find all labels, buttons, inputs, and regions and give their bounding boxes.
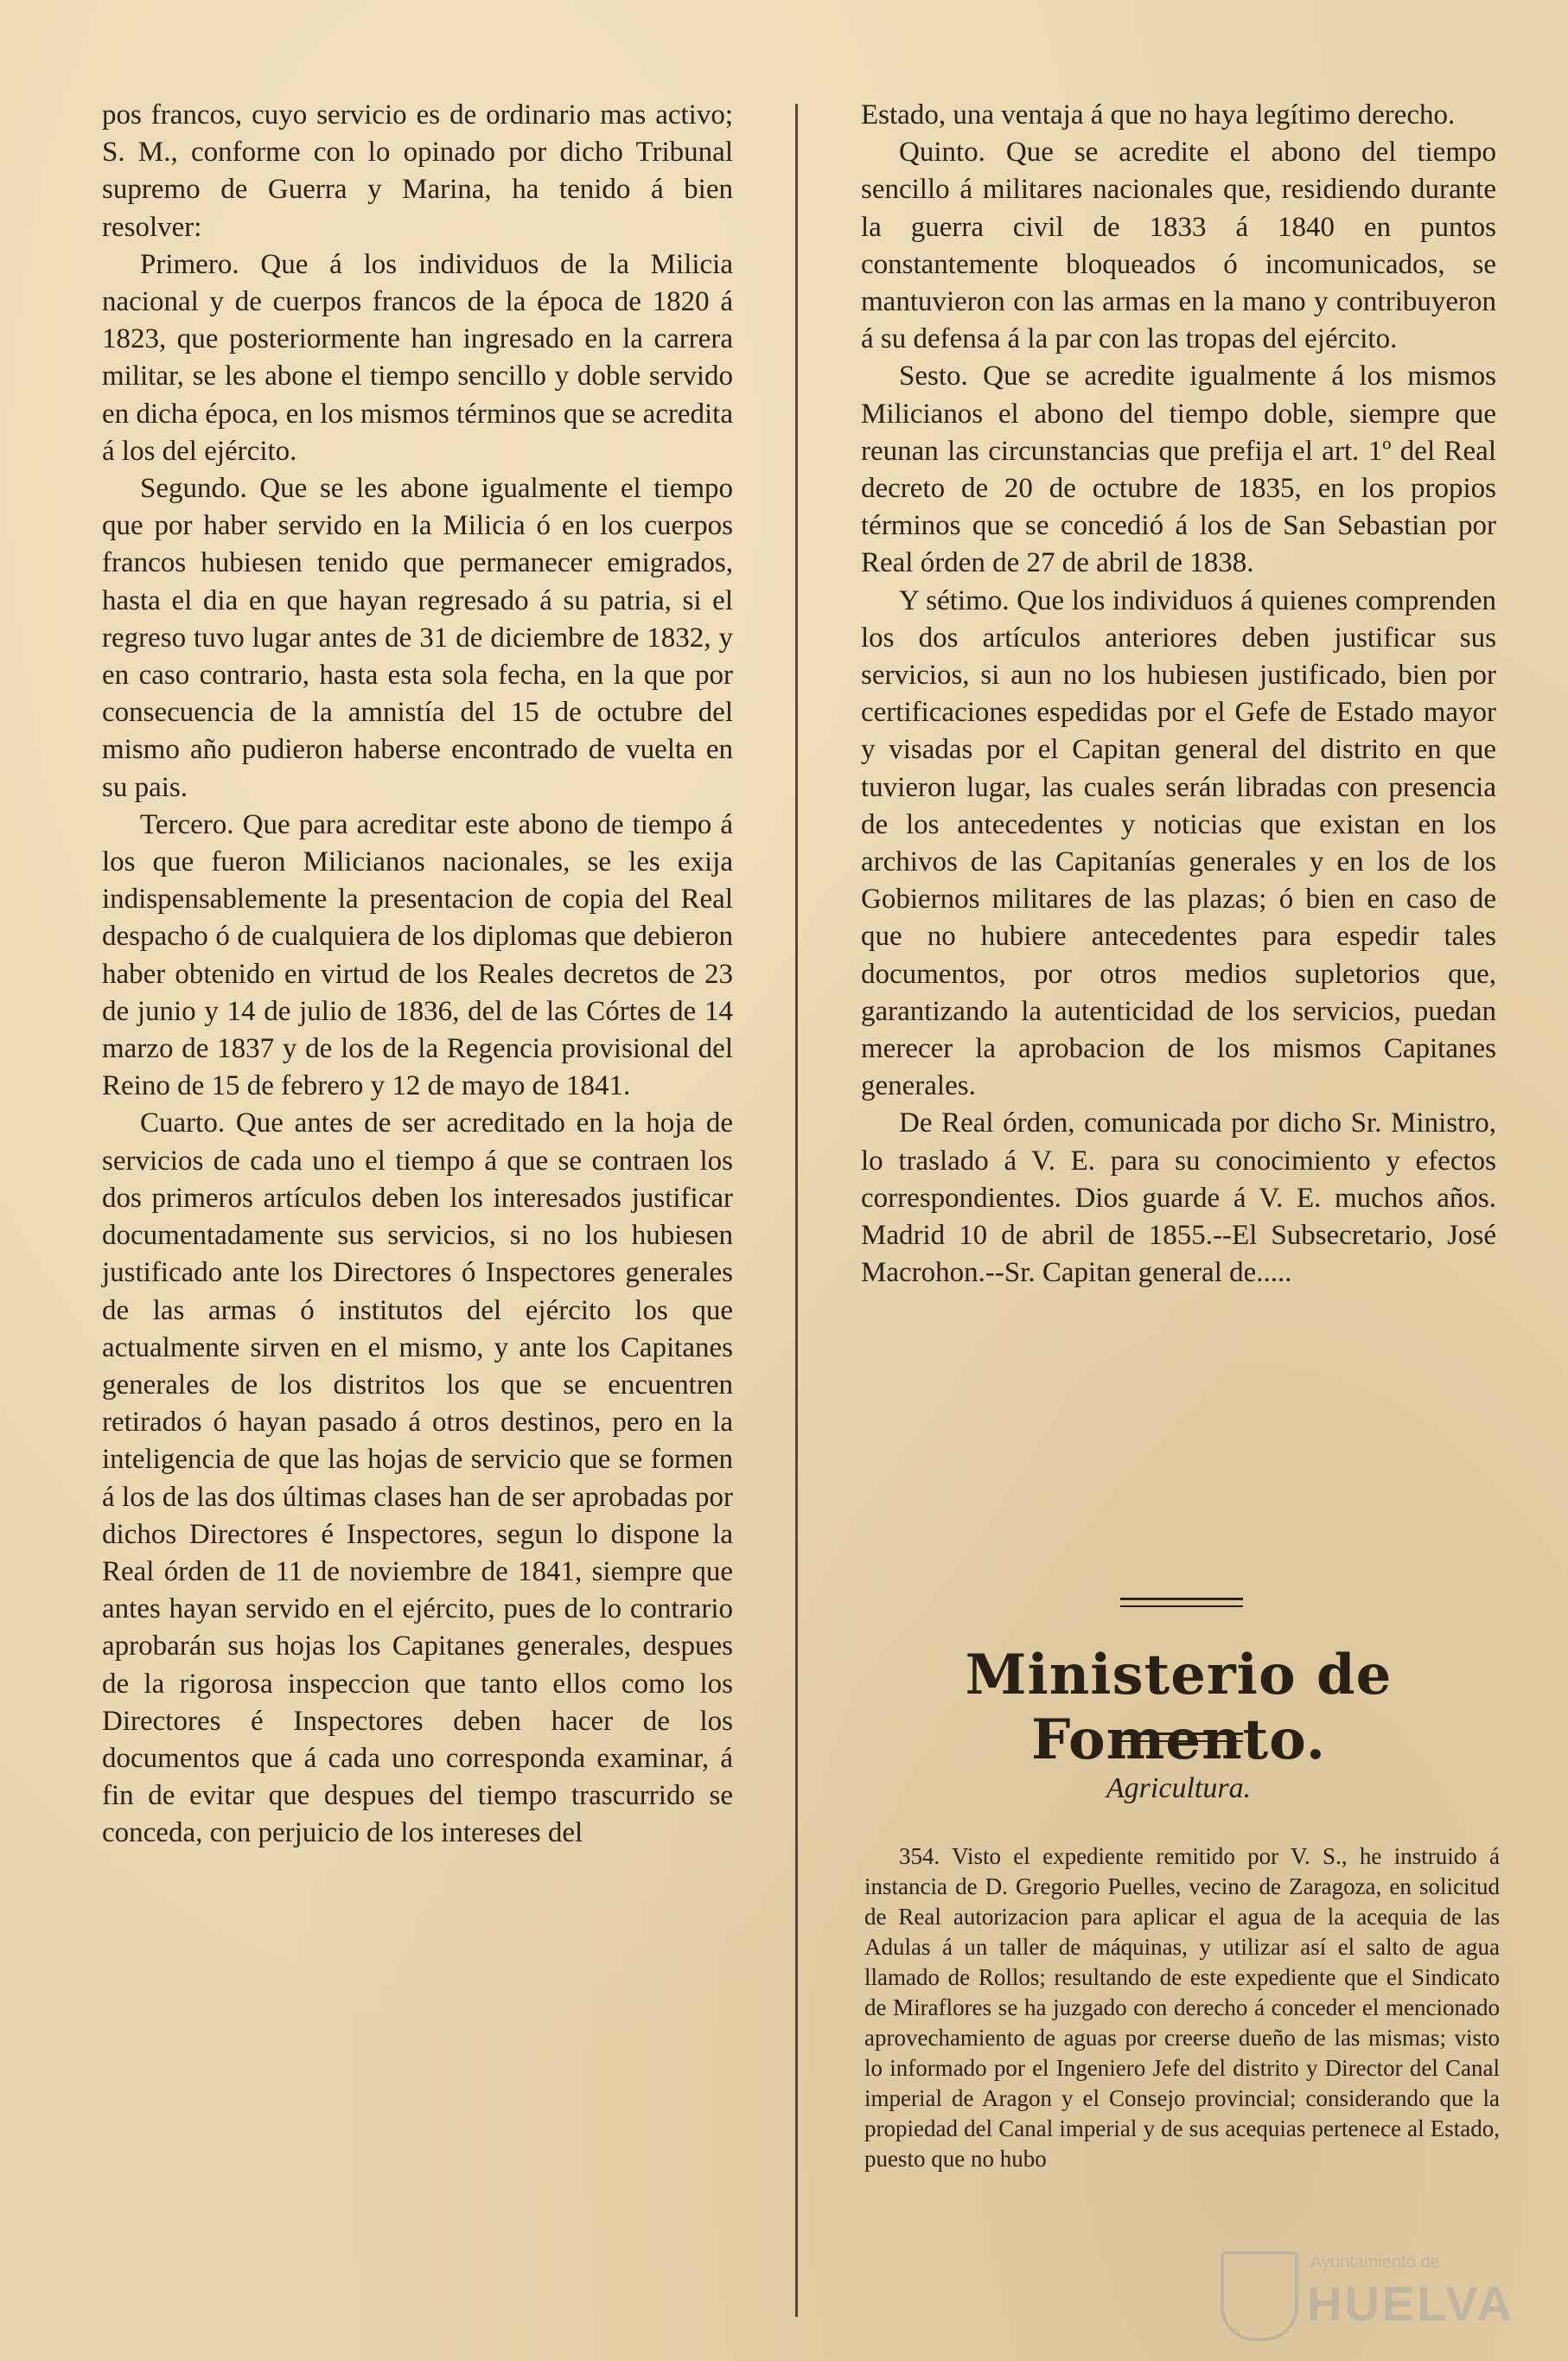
paragraph-setimo: Y sétimo. Que los individuos á quienes comprenden los dos artículos anteriores deben justificar sus servicios, si aun no los hubiesen justificado, bien por certificaciones espedidas por el Gefe de Estado mayor y visadas por el Capitan general del distrito en que tuvieron lugar, las cuales serán libradas con presencia de los antecedentes y noticias que existan en los archivos de las Capitanías generales y en los de los Gobiernos militares de las plazas; ó bien en caso de que no hubiere antecedentes para espedir tales documentos, por otros medios supletorios que, garantizando la autenticidad de los servicios, puedan merecer la aprobacion de los mismos Capitanes generales.: [861, 584, 1496, 1102]
ornamental-rule-bottom: [1120, 1732, 1243, 1742]
paragraph-cuarto: Cuarto. Que antes de ser acreditado en la hoja de servicios de cada uno el tiempo á que se contraen los dos primeros artículos deben los interesados justificar documentadamente sus servicios, si no los hubiesen justificado ante los Directores ó Inspectores generales de las armas ó institutos del ejército los que actualmente sirven en el mismo, y ante los Capitanes generales de los distritos los que se encuentren retirados ó hayan pasado á otros destinos, pero en la inteligencia de que las hojas de servicio que se formen á los de las dos últimas clases han de ser aprobadas por dichos Directores é Inspectores, segun lo dispone la Real órden de 11 de noviembre de 1841, siempre que antes hayan servido en el ejército, pues de lo contrario aprobarán sus hojas los Capitanes generales, despues de la rigorosa inspeccion que tanto ellos como los Directores é Inspectores deben hacer de los documentos que á cada uno corresponda examinar, á fin de evitar que despues del tiempo trascurrido se conceda, con perjuicio de los intereses del: [102, 1107, 733, 1849]
paragraph-continuation-right: Estado, una ventaja á que no haya legítimo derecho.: [861, 99, 1456, 131]
subsection-title: Agricultura.: [1106, 1772, 1252, 1804]
paragraph-tercero: Tercero. Que para acreditar este abono de tiempo á los que fueron Milicianos nacionales, se les exija indispensablemente la presentacion de copia del Real despacho ó de cualquiera de los diplomas que debieron haber obtenido en virtud de los Reales decretos de 23 de junio y 14 de julio de 1836, del de las Córtes de 14 marzo de 1837 y de los de la Regencia provisional del Reino de 15 de febrero y 12 de mayo de 1841.: [102, 808, 733, 1102]
paragraph-quinto: Quinto. Que se acredite el abono del tiempo sencillo á militares nacionales que, residiendo durante la guerra civil de 1833 á 1840 en puntos constantemente bloqueados ó incomunicados, se mantuvieron con las armas en la mano y contribuyeron á su defensa á la par con las tropas del ejército.: [861, 137, 1496, 355]
paragraph-354: 354. Visto el expediente remitido por V. S., he instruido á instancia de D. Gregorio Puelles, vecino de Zaragoza, en solicitud de Real autorizacion para aplicar el agua de la acequia de las Adulas á un taller de máquinas, y utilizar así el salto de agua llamado de Rollos; resultando de este expediente que el Sindicato de Miraflores se ha juzgado con derecho á conceder el mencionado aprovechamiento de aguas por creerse dueño de las mismas; visto lo informado por el Ingeniero Jefe del distrito y Director del Canal imperial de Aragon y el Consejo provincial; considerando que la propiedad del Canal imperial y de sus acequias pertenece al Estado, puesto que no hubo: [864, 1843, 1500, 2172]
right-column: [861, 97, 1496, 1292]
watermark-logo: [1221, 2246, 1514, 2341]
shield-icon: [1221, 2251, 1298, 2341]
paragraph-continuation: pos francos, cuyo servicio es de ordinario mas activo; S. M., conforme con lo opinado por dicho Tribunal supremo de Guerra y Marina, ha tenido á bien resolver:: [102, 99, 733, 243]
watermark-big-text: HUELVA: [1307, 2276, 1514, 2331]
section-title: Ministerio de Fomento.: [965, 1643, 1393, 1772]
left-column: [102, 97, 733, 1853]
watermark-small-text: Ayuntamiento de: [1310, 2253, 1440, 2272]
paragraph-segundo: Segundo. Que se les abone igualmente el tiempo que por haber servido en la Milicia ó en los cuerpos francos hubiesen tenido que permanecer emigrados, hasta el dia en que hayan regresado á su patria, si el regreso tuvo lugar antes de 31 de diciembre de 1832, y en caso contrario, hasta esta sola fecha, en la que por consecuencia de la amnistía del 15 de octubre del mismo año pudieron haberse encontrado de vuelta en su pais.: [102, 473, 733, 803]
ornamental-rule-top: [1120, 1598, 1243, 1607]
decree-text: [864, 1841, 1500, 2174]
paragraph-closing: De Real órden, comunicada por dicho Sr. Ministro, lo traslado á V. E. para su conocimiento y efectos correspondientes. Dios guarde á V. E. muchos años. Madrid 10 de abril de 1855.--El Subsecretario, José Macrohon.--Sr. Capitan general de.....: [861, 1107, 1496, 1289]
paragraph-sesto: Sesto. Que se acredite igualmente á los mismos Milicianos el abono del tiempo doble, siempre que reunan las circunstancias que prefija el art. 1º del Real decreto de 20 de octubre de 1835, en los propios términos que se concedió á los de San Sebastian por Real órden de 27 de abril de 1838.: [861, 361, 1496, 579]
column-divider: [795, 104, 798, 2317]
paragraph-primero: Primero. Que á los individuos de la Milicia nacional y de cuerpos francos de la época de 1820 á 1823, que posteriormente han ingresado en la carrera militar, se les abone el tiempo sencillo y doble servido en dicha época, en los mismos términos que se acredita á los del ejército.: [102, 248, 733, 467]
